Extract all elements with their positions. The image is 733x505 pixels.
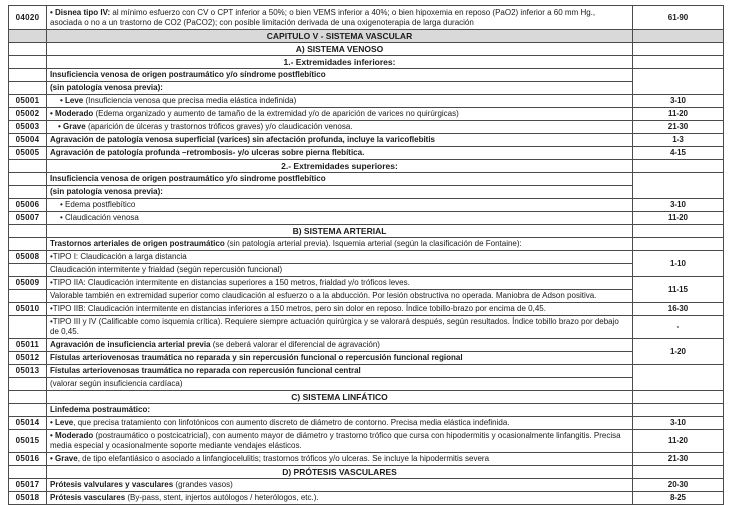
table-row: [9, 479, 724, 492]
code-cell: [9, 391, 47, 404]
value-cell: 61-90: [633, 6, 724, 30]
table-row: [9, 6, 724, 30]
section-row: [9, 30, 724, 43]
code-cell: [9, 225, 47, 238]
value-cell: 11-20: [633, 108, 724, 121]
code-cell: [9, 160, 47, 173]
code-cell: 05007: [9, 212, 47, 225]
table-row: [9, 69, 724, 82]
description-cell: [47, 339, 633, 352]
value-cell: [633, 238, 724, 251]
code-cell: 05003: [9, 121, 47, 134]
section-row: [9, 391, 724, 404]
table-row: [9, 147, 724, 160]
value-cell: 20-30: [633, 479, 724, 492]
table-row: [9, 453, 724, 466]
value-cell: [633, 404, 724, 417]
value-cell: 16-30: [633, 303, 724, 316]
value-cell: 8-25: [633, 492, 724, 505]
description-cell: [47, 290, 633, 303]
description-text-bold: • Moderado: [50, 431, 96, 440]
description-cell: [47, 69, 633, 82]
description-cell: [47, 134, 633, 147]
table-row: [9, 173, 724, 186]
table-row: [9, 264, 724, 277]
value-cell: 11-15: [633, 277, 724, 303]
description-text-bold: Prótesis valvulares y vasculares: [50, 480, 176, 489]
value-cell: 3-10: [633, 199, 724, 212]
description-text-bold: Insuficiencia venosa de origen postraumático y/o sindrome postflebítico: [50, 174, 326, 183]
code-cell: 05008: [9, 251, 47, 264]
description-cell: [47, 95, 633, 108]
code-cell: 05009: [9, 277, 47, 290]
description-cell: [47, 251, 633, 264]
description-cell: [47, 365, 633, 378]
value-cell: 21-30: [633, 453, 724, 466]
code-cell: [9, 56, 47, 69]
value-cell: -: [633, 316, 724, 339]
table-row: [9, 430, 724, 453]
table-row: [9, 134, 724, 147]
code-cell: 05005: [9, 147, 47, 160]
description-text-bold: Agravación de insuficiencia arterial previa: [50, 340, 213, 349]
description-cell: [47, 108, 633, 121]
table-row: [9, 238, 724, 251]
description-text: (sin patología arterial previa). Isquemia arterial (según la clasificación de Fontaine):: [226, 239, 522, 248]
description-text-bold: Agravación de patología profunda –retrombosis- y/o ulceras sobre pierna flebítica.: [50, 148, 365, 157]
description-text-bold: Fístulas arteriovenosas traumática no reparada con repercusión funcional central: [50, 366, 361, 375]
section-row: [9, 160, 724, 173]
value-cell: [633, 391, 724, 404]
section-label: A) SISTEMA VENOSO: [47, 43, 633, 56]
code-cell: [9, 290, 47, 303]
section-row: [9, 225, 724, 238]
table-row: [9, 82, 724, 95]
classification-table-body: [9, 6, 724, 505]
table-row: [9, 492, 724, 505]
section-label: C) SISTEMA LINFÁTICO: [47, 391, 633, 404]
table-row: [9, 186, 724, 199]
description-cell: [47, 303, 633, 316]
value-cell: [633, 160, 724, 173]
description-text-bold: • Grave: [58, 122, 88, 131]
code-cell: 05001: [9, 95, 47, 108]
value-cell: 1-20: [633, 339, 724, 365]
value-cell: [633, 56, 724, 69]
table-row: [9, 339, 724, 352]
code-cell: 05014: [9, 417, 47, 430]
code-cell: 05010: [9, 303, 47, 316]
description-cell: [47, 82, 633, 95]
code-cell: [9, 186, 47, 199]
description-text-bold: • Leve: [50, 418, 74, 427]
value-cell: [633, 43, 724, 56]
table-row: [9, 404, 724, 417]
description-cell: [47, 492, 633, 505]
value-cell: 3-10: [633, 417, 724, 430]
description-text: • Edema postflebítico: [60, 200, 136, 209]
code-cell: [9, 238, 47, 251]
description-text: (By-pass, stent, injertos autólogos / heterólogos, etc.).: [127, 493, 319, 502]
description-text: •TIPO III y IV (Calificable como isquemia crítica). Requiere siempre actuación quirúrgica y se valorará después, según resultados. Índice tobillo brazo por debajo de 0,45.: [50, 317, 619, 336]
description-text: (aparición de úlceras y trastornos tróficos graves) y/o claudicación venosa.: [87, 122, 353, 131]
description-text: •TIPO I: Claudicación a larga distancia: [50, 252, 187, 261]
description-cell: [47, 173, 633, 186]
value-cell: 1-3: [633, 134, 724, 147]
description-text: , que precisa tratamiento con linfotónicos con aumento discreto de diámetro de contorno. Precisa media elástica indefinida.: [73, 418, 510, 427]
table-row: [9, 121, 724, 134]
description-text: , de tipo elefantiásico o asociado a linfangiocelulitis; trastornos tróficos y/o ulceras. Se incluye la hipodermitis severa: [77, 454, 490, 463]
value-cell: 3-10: [633, 95, 724, 108]
section-row: [9, 466, 724, 479]
code-cell: [9, 466, 47, 479]
value-cell: 11-20: [633, 212, 724, 225]
value-cell: [633, 365, 724, 391]
description-cell: [47, 479, 633, 492]
description-cell: [47, 277, 633, 290]
code-cell: [9, 173, 47, 186]
section-label: 2.- Extremidades superiores:: [47, 160, 633, 173]
table-row: [9, 199, 724, 212]
value-cell: [633, 173, 724, 199]
description-text-bold: • Disnea tipo IV:: [50, 7, 111, 17]
section-row: [9, 56, 724, 69]
table-row: [9, 365, 724, 378]
table-row: [9, 212, 724, 225]
table-row: [9, 290, 724, 303]
value-cell: [633, 225, 724, 238]
section-label: CAPITULO V - SISTEMA VASCULAR: [47, 30, 633, 43]
description-text-bold: Prótesis vasculares: [50, 493, 128, 502]
description-text-bold: Trastornos arteriales de origen postraumático: [50, 239, 227, 248]
code-cell: 05006: [9, 199, 47, 212]
code-cell: 05016: [9, 453, 47, 466]
description-cell: [47, 212, 633, 225]
table-row: [9, 303, 724, 316]
description-text: •TIPO IIA: Claudicación intermitente en distancias superiores a 150 metros, frialdad y/o tróficos leves.: [50, 278, 410, 287]
code-cell: [9, 404, 47, 417]
description-text: • Claudicación venosa: [60, 213, 139, 222]
code-cell: 05004: [9, 134, 47, 147]
code-cell: [9, 30, 47, 43]
table-row: [9, 108, 724, 121]
table-row: [9, 251, 724, 264]
description-cell: [47, 417, 633, 430]
description-text: Claudicación intermitente y frialdad (según repercusión funcional): [50, 265, 283, 274]
code-cell: [9, 264, 47, 277]
description-text-bold: Agravación de patología venosa superficial (varices) sin afectación profunda, incluye la varicoflebitis: [50, 135, 436, 144]
code-cell: 04020: [9, 6, 47, 30]
table-row: [9, 95, 724, 108]
section-label: B) SISTEMA ARTERIAL: [47, 225, 633, 238]
description-text: (Insuficiencia venosa que precisa media elástica indefinida): [85, 96, 297, 105]
description-text: (postraumático o postcicatricial), con aumento mayor de diámetro y trastorno trófico que cursa con hipodermitis y ocasionalmente linfangitis. Precisa media especial y ocasionalmente soporte mediante vendajes elásticos.: [50, 431, 621, 450]
description-cell: [47, 186, 633, 199]
table-row: [9, 417, 724, 430]
description-cell: [47, 404, 633, 417]
description-cell: [47, 430, 633, 453]
code-cell: 05012: [9, 352, 47, 365]
description-cell: [47, 352, 633, 365]
section-label: D) PRÓTESIS VASCULARES: [47, 466, 633, 479]
table-row: [9, 352, 724, 365]
table-row: [9, 378, 724, 391]
description-text: •TIPO IIB: Claudicación intermitente en distancias inferiores a 150 metros, pero sin dolor en reposo. Índice tobillo-brazo por encima de 0,45.: [50, 304, 546, 313]
description-text: (valorar según insuficiencia cardíaca): [50, 379, 183, 388]
description-text-bold: • Moderado: [50, 109, 96, 118]
code-cell: [9, 378, 47, 391]
description-cell: [47, 316, 633, 339]
description-text-bold: • Grave: [50, 454, 78, 463]
code-cell: 05017: [9, 479, 47, 492]
table-row: [9, 316, 724, 339]
description-cell: [47, 147, 633, 160]
description-text-bold: Linfedema postraumático:: [50, 405, 151, 414]
value-cell: 1-10: [633, 251, 724, 277]
description-text: al mínimo esfuerzo con CV o CPT inferior a 50%; o bien VEMS inferior a 40%; o bien hipoxemia en reposo (PaO2) inferior a 60 mm Hg., asociada o no a un trastorno de CO2 (PaCO2); con posible limitación derivada de una oxigenoterapia de larga duración: [50, 7, 596, 27]
description-text-bold: Insuficiencia venosa de origen postraumático y/o síndrome postflebítico: [50, 70, 326, 79]
description-cell: [47, 378, 633, 391]
description-text-bold: (sin patología venosa previa):: [50, 83, 163, 92]
value-cell: 21-30: [633, 121, 724, 134]
description-cell: [47, 121, 633, 134]
description-text: (Edema organizado y aumento de tamaño de la extremidad y/o de aparición de varices no quirúrgicas): [95, 109, 459, 118]
value-cell: [633, 466, 724, 479]
description-text: Valorable también en extremidad superior como claudicación al esfuerzo o a la abducción. Por lesión obstructiva no operada. Maniobra de Adson positiva.: [50, 291, 597, 300]
code-cell: [9, 82, 47, 95]
code-cell: 05015: [9, 430, 47, 453]
description-cell: [47, 264, 633, 277]
table-row: [9, 277, 724, 290]
code-cell: [9, 69, 47, 82]
description-text-bold: • Leve: [60, 96, 86, 105]
code-cell: [9, 43, 47, 56]
code-cell: 05002: [9, 108, 47, 121]
description-text: (se deberá valorar el diferencial de agravación): [212, 340, 380, 349]
description-text: (grandes vasos): [175, 480, 233, 489]
description-text-bold: (sin patología venosa previa):: [50, 187, 163, 196]
description-cell: [47, 199, 633, 212]
value-cell: [633, 69, 724, 95]
section-row: [9, 43, 724, 56]
code-cell: 05011: [9, 339, 47, 352]
description-cell: [47, 453, 633, 466]
disability-rating-table: [8, 5, 724, 505]
value-cell: 11-20: [633, 430, 724, 453]
value-cell: 4-15: [633, 147, 724, 160]
code-cell: 05018: [9, 492, 47, 505]
description-cell: [47, 6, 633, 30]
code-cell: [9, 316, 47, 339]
value-cell: [633, 30, 724, 43]
description-text-bold: Fístulas arteriovenosas traumática no reparada y sin repercusión funcional o repercusión funcional regional: [50, 353, 463, 362]
code-cell: 05013: [9, 365, 47, 378]
section-label: 1.- Extremidades inferiores:: [47, 56, 633, 69]
description-cell: [47, 238, 633, 251]
